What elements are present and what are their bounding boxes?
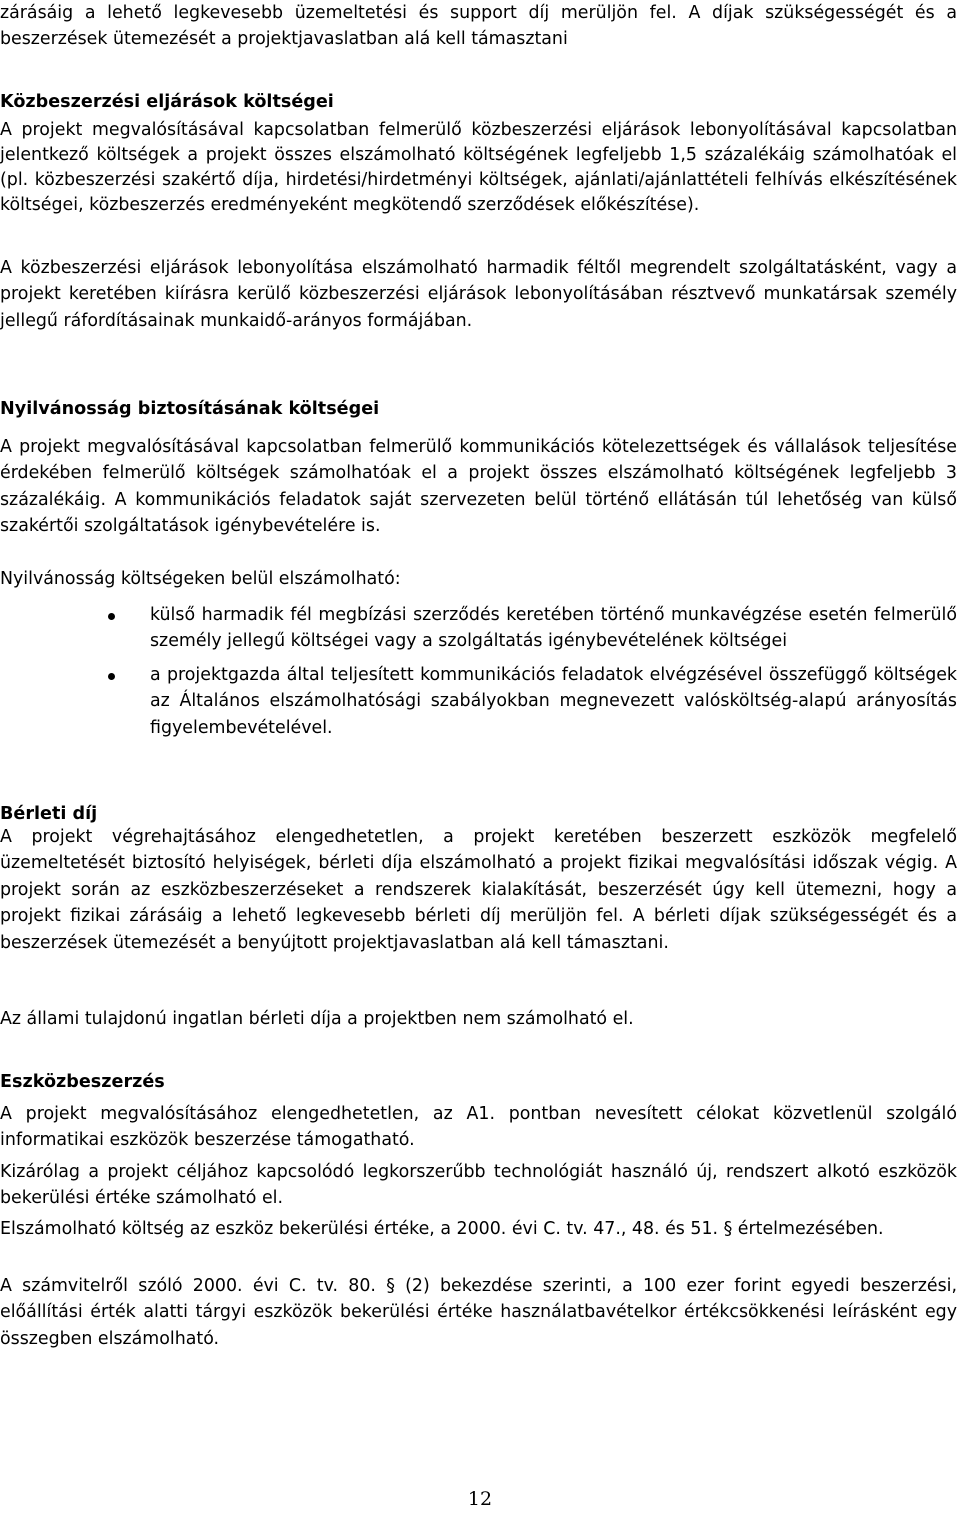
kozbeszerzes-paragraph-1: A projekt megvalósításával kapcsolatban felmerülő közbeszerzési eljárások lebonyolításával kapcsolatban jelentkező költségek a projekt összes elszámolható költségének legfeljebb 1,5 százalékáig számolhatóak el (pl. közbeszerzési szakértő díja, hirdetési/hirdetményi költségek, ajánlati/ajánlattételi felhívás elkészítésének költségei, közbeszerzés eredményeként megkötendő szerződések előkészítése). — [0, 120, 957, 215]
eszkoz-paragraph-1: A projekt megvalósításához elengedhetetlen, az A1. pontban nevesített célokat közvetlenül szolgáló informatikai eszközök beszerzése támogatható. — [0, 1104, 957, 1151]
bullet-icon — [108, 613, 115, 620]
eszkoz-paragraph-2: Kizárólag a projekt céljához kapcsolódó legkorszerűbb technológiát használó új, rendszert alkotó eszközök bekerülési értéke számolható el. — [0, 1162, 957, 1209]
list-item-text: külső harmadik fél megbízási szerződés keretében történő munkavégzése esetén felmerülő személy jellegű költségei vagy a szolgáltatás igénybevételének költségei — [150, 605, 957, 652]
bullet-icon — [108, 673, 115, 680]
heading-eszkozbeszerzes: Eszközbeszerzés — [0, 1072, 165, 1092]
eszkoz-paragraph-3: Elszámolható költség az eszköz bekerülési értéke, a 2000. évi C. tv. 47., 48. és 51. § értelmezésében. — [0, 1219, 884, 1239]
list-item — [0, 602, 957, 655]
page-number: 12 — [467, 1488, 493, 1510]
list-item-text: a projektgazda által teljesített kommunikációs feladatok elvégzésével összefüggő költségek az Általános elszámolhatósági szabályokban megnevezett valósköltség-alapú arányosítás figyelembevételével. — [150, 664, 957, 738]
nyilvanossag-paragraph-2: Nyilvánosság költségeken belül elszámolható: — [0, 569, 401, 589]
berleti-paragraph-1: A projekt végrehajtásához elengedhetetlen, a projekt keretében beszerzett eszközök megfelelő üzemeltetését biztosító helyiségek, bérleti díja elszámolható a projekt fizikai megvalósítási időszak végig. A projekt során az eszközbeszerzéseket a rendszerek kialakítását, beszerzését úgy kell ütemezni, hogy a projekt fizikai zárásáig a lehető legkevesebb bérleti díj merüljön fel. A bérleti díjak szükségességét és a beszerzések ütemezését a benyújtott projektjavaslatban alá kell támasztani. — [0, 827, 957, 953]
kozbeszerzes-paragraph-2: A közbeszerzési eljárások lebonyolítása elszámolható harmadik féltől megrendelt szolgáltatásként, vagy a projekt keretében kiírásra kerülő közbeszerzési eljárások lebonyolításában résztvevő munkatársak személy jellegű ráfordításainak munkaidő-arányos formájában. — [0, 258, 957, 331]
list-item — [0, 662, 957, 741]
eszkoz-paragraph-4: A számvitelről szóló 2000. évi C. tv. 80. § (2) bekezdése szerinti, a 100 ezer forint egyedi beszerzési, előállítási érték alatti tárgyi eszközök bekerülési értéke használatbavételkor értékcsökkenési leírásként egy összegben elszámolható. — [0, 1276, 957, 1349]
nyilvanossag-paragraph-1: A projekt megvalósításával kapcsolatban felmerülő kommunikációs kötelezettségek és vállalások teljesítése érdekében felmerülő költségek számolhatóak el a projekt összes elszámolható költségének legfeljebb 3 százalékáig. A kommunikációs feladatok saját szervezeten belül történő ellátásán túl lehetőség van külső szakértői szolgáltatások igénybevételére is. — [0, 437, 957, 537]
heading-berleti-dij: Bérleti díj — [0, 804, 98, 824]
heading-nyilvanossag: Nyilvánosság biztosításának költségei — [0, 399, 380, 419]
heading-kozbeszerzes: Közbeszerzési eljárások költségei — [0, 92, 334, 112]
nyilvanossag-bullet-list — [0, 602, 957, 741]
berleti-paragraph-2: Az állami tulajdonú ingatlan bérleti díja a projektben nem számolható el. — [0, 1009, 634, 1029]
intro-paragraph: zárásáig a lehető legkevesebb üzemeltetési és support díj merüljön fel. A díjak szükségességét és a beszerzések ütemezését a projektjavaslatban alá kell támasztani — [0, 3, 957, 50]
